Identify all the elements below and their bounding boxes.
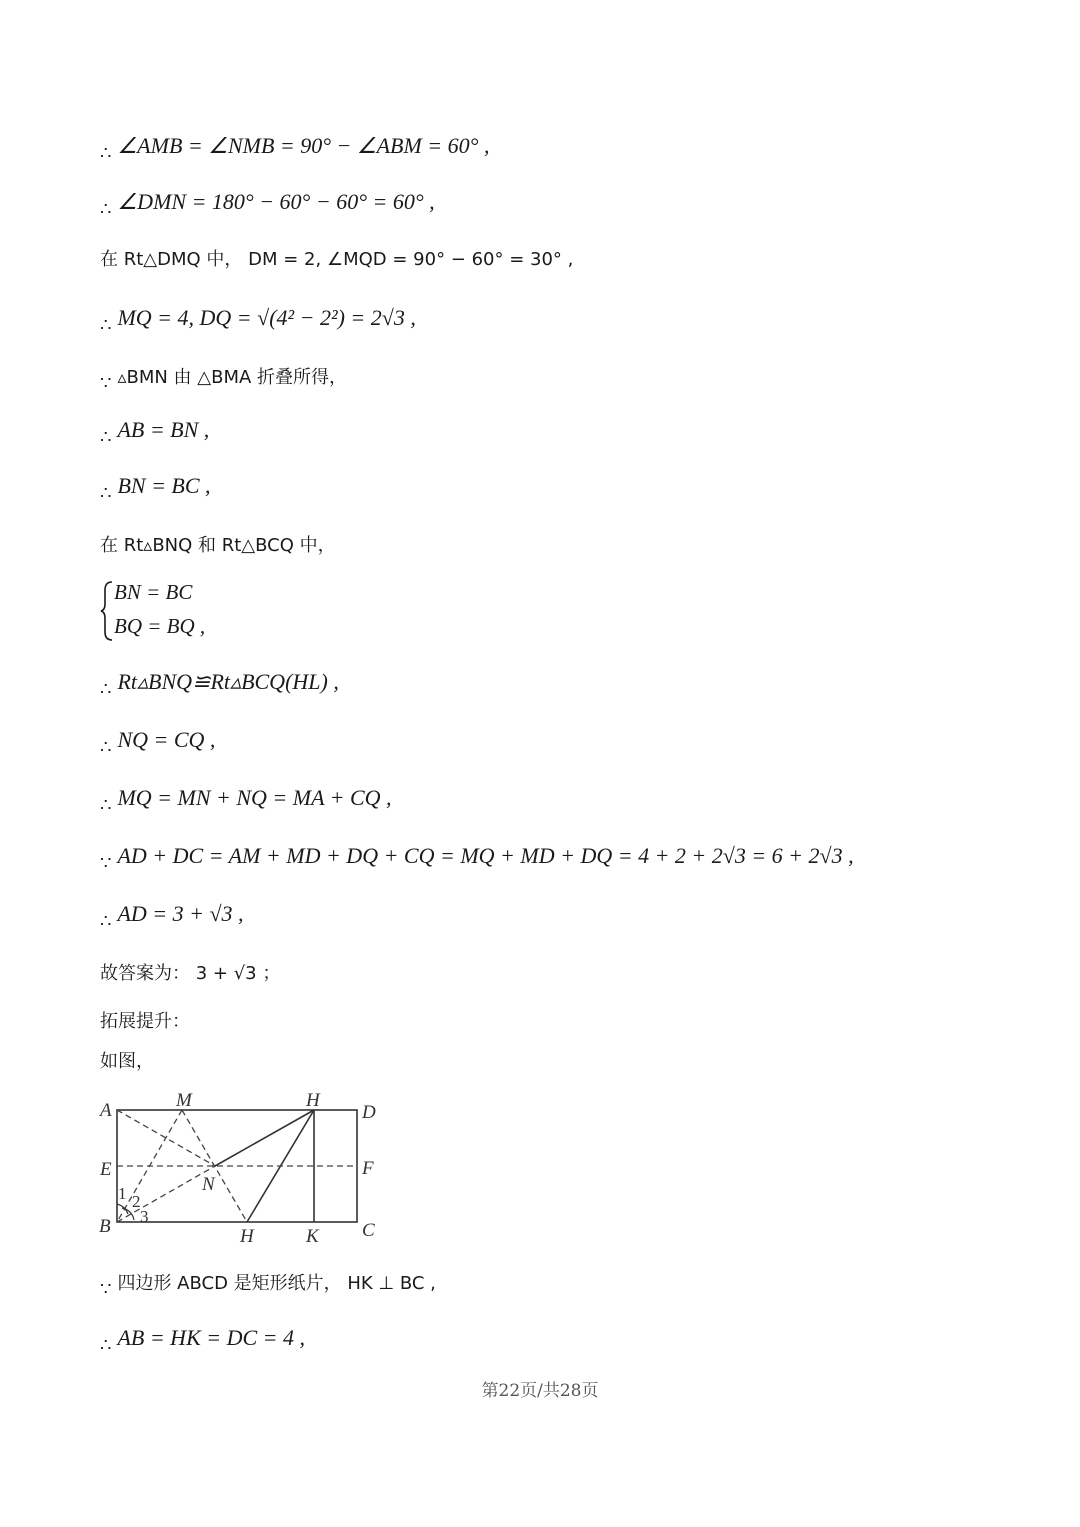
label-angle-3: 3 xyxy=(140,1207,149,1226)
label-h-bottom: H xyxy=(240,1226,254,1246)
section-heading: 拓展提升： xyxy=(100,1011,190,1032)
segment-hn xyxy=(215,1110,314,1166)
proof-line-11: ∴ MQ = MN + NQ = MA + CQ , xyxy=(100,785,392,816)
system-row-1: BN = BC xyxy=(114,580,193,604)
label-f: F xyxy=(362,1158,374,1179)
label-angle-1: 1 xyxy=(118,1184,127,1203)
proof-line-1: ∴ ∠AMB = ∠NMB = 90° − ∠ABM = 60° , xyxy=(100,133,490,164)
proof-line-6: ∴ AB = BN , xyxy=(100,417,210,448)
proof-line-15: ∴ AB = HK = DC = 4 , xyxy=(100,1325,305,1356)
proof-line-4: ∴ MQ = 4, DQ = √(4² − 2²) = 2√3 , xyxy=(100,305,416,336)
equation-system xyxy=(100,578,300,642)
proof-line-3: 在 Rt△DMQ 中， DM = 2, ∠MQD = 90° − 60° = 30° , xyxy=(100,249,574,270)
label-a: A xyxy=(100,1100,112,1121)
label-n: N xyxy=(202,1174,215,1195)
page-footer: 第22页/共28页 xyxy=(481,1381,599,1401)
system-row-2: BQ = BQ , xyxy=(114,614,206,638)
label-e: E xyxy=(100,1159,112,1180)
figure-intro: 如图， xyxy=(100,1051,154,1072)
label-m: M xyxy=(176,1090,192,1111)
answer-line: 故答案为： 3 + √3 ； xyxy=(100,963,281,984)
label-h-top: H xyxy=(306,1090,320,1111)
proof-line-5: ∵ ▵BMN 由 △BMA 折叠所得， xyxy=(100,367,348,394)
proof-line-12: ∵ AD + DC = AM + MD + DQ + CQ = MQ + MD + DQ = 4 + 2 + 2√3 = 6 + 2√3 , xyxy=(100,843,854,874)
label-angle-2: 2 xyxy=(132,1192,141,1211)
geometry-figure xyxy=(92,1086,392,1246)
label-c: C xyxy=(362,1220,375,1241)
proof-line-8: 在 Rt▵BNQ 和 Rt△BCQ 中， xyxy=(100,535,336,556)
proof-line-13: ∴ AD = 3 + √3 , xyxy=(100,901,244,932)
label-d: D xyxy=(362,1102,376,1123)
left-brace-icon xyxy=(100,580,114,642)
proof-line-14: ∵ 四边形 ABCD 是矩形纸片， HK ⊥ BC , xyxy=(100,1273,436,1300)
proof-line-2: ∴ ∠DMN = 180° − 60° − 60° = 60° , xyxy=(100,189,435,220)
proof-line-9: ∴ Rt▵BNQ≌Rt▵BCQ(HL) , xyxy=(100,669,339,700)
proof-line-7: ∴ BN = BC , xyxy=(100,473,211,504)
proof-line-10: ∴ NQ = CQ , xyxy=(100,727,216,758)
label-k: K xyxy=(306,1226,319,1246)
label-b: B xyxy=(99,1216,111,1237)
